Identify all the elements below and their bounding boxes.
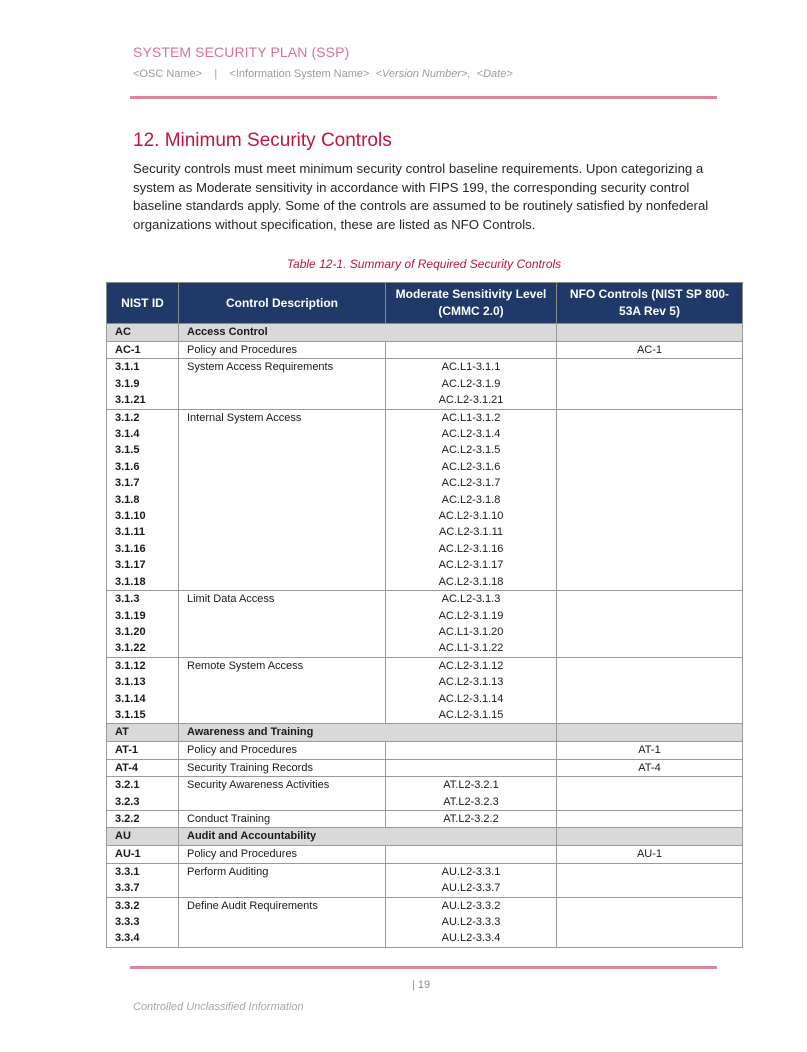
cmmc-control: AU.L2-3.3.1	[441, 865, 501, 878]
page-number-separator: |	[412, 979, 415, 991]
control-description: Remote System Access	[179, 657, 386, 724]
nist-id: 3.1.21	[115, 394, 146, 407]
control-description: System Access Requirements	[179, 359, 386, 409]
control-description: Internal System Access	[179, 409, 386, 590]
cmmc-level-cell	[386, 359, 557, 409]
cmmc-level-cell	[386, 409, 557, 590]
cmmc-level-cell	[386, 810, 557, 827]
cmmc-control: AU.L2-3.3.4	[441, 932, 501, 945]
nist-id: AT-4	[115, 761, 139, 774]
cmmc-control: AC.L2-3.1.5	[441, 444, 501, 457]
nist-id: 3.1.2	[115, 411, 140, 424]
cmmc-control: AT.L2-3.2.1	[443, 779, 499, 792]
nist-id: 3.1.4	[115, 428, 140, 441]
document-header-subtitle	[133, 68, 513, 80]
nist-id-cell	[107, 742, 179, 759]
nist-id: 3.1.8	[115, 493, 140, 506]
control-description: Conduct Training	[179, 810, 386, 827]
nist-id: 3.1.1	[115, 361, 140, 374]
table-row	[107, 846, 743, 863]
version-number: <Version Number>,	[375, 68, 471, 80]
nist-id: 3.3.1	[115, 865, 140, 878]
cmmc-level-cell	[386, 863, 557, 897]
nist-id: 3.1.3	[115, 593, 140, 606]
nfo-control	[557, 863, 743, 897]
table-row	[107, 897, 743, 947]
nist-id: 3.1.17	[115, 559, 146, 572]
nist-id: 3.1.22	[115, 642, 146, 655]
nfo-control	[557, 409, 743, 590]
family-id: AC	[107, 324, 179, 342]
nist-id-cell	[107, 846, 179, 863]
header-separator: |	[214, 68, 218, 80]
nfo-control	[557, 657, 743, 724]
nist-id: 3.1.13	[115, 676, 146, 689]
family-id: AU	[107, 828, 179, 846]
section-title: 12. Minimum Security Controls	[133, 130, 392, 151]
cmmc-control: AC.L2-3.1.18	[438, 575, 504, 588]
control-family-row	[107, 724, 743, 742]
column-header-control-description: Control Description	[179, 283, 386, 324]
table-body	[107, 324, 743, 948]
cmmc-control: AU.L2-3.3.2	[441, 899, 501, 912]
cmmc-control: AC.L1-3.1.22	[438, 642, 504, 655]
nist-id: 3.1.19	[115, 609, 146, 622]
nfo-control	[557, 810, 743, 827]
nfo-control	[557, 897, 743, 947]
nist-id: 3.3.4	[115, 932, 140, 945]
cmmc-control: AC.L2-3.1.7	[441, 477, 501, 490]
table-row	[107, 759, 743, 776]
control-description: Policy and Procedures	[179, 846, 386, 863]
table-row	[107, 863, 743, 897]
family-name: Access Control	[179, 324, 557, 342]
family-name: Audit and Accountability	[179, 828, 557, 846]
footer-divider	[130, 966, 717, 969]
cmmc-control: AU.L2-3.3.3	[441, 916, 501, 928]
nist-id: AT-1	[115, 744, 139, 757]
nist-id: 3.1.18	[115, 575, 146, 588]
cmmc-control: AC.L1-3.1.20	[438, 625, 504, 638]
cmmc-level-cell	[386, 759, 557, 776]
nfo-control	[557, 777, 743, 811]
nist-id: 3.2.3	[115, 795, 140, 808]
table-row	[107, 359, 743, 409]
cmmc-level-cell	[386, 846, 557, 863]
nfo-control: AT-1	[557, 742, 743, 759]
document-date: <Date>	[476, 68, 513, 80]
table-row	[107, 591, 743, 658]
nist-id-cell	[107, 342, 179, 359]
table-row	[107, 777, 743, 811]
nfo-control: AU-1	[557, 846, 743, 863]
cmmc-control: AC.L1-3.1.2	[441, 411, 501, 424]
control-family-row	[107, 828, 743, 846]
cmmc-control: AC.L2-3.1.15	[438, 708, 504, 721]
table-row	[107, 342, 743, 359]
family-nfo-cell	[557, 324, 743, 342]
cmmc-control: AC.L2-3.1.9	[441, 377, 501, 390]
cmmc-control: AC.L2-3.1.14	[438, 692, 504, 705]
nist-id-cell	[107, 359, 179, 409]
nist-id: 3.1.20	[115, 625, 146, 638]
nfo-control	[557, 359, 743, 409]
cmmc-control: AC.L2-3.1.10	[438, 510, 504, 523]
cmmc-control: AT.L2-3.2.3	[443, 795, 499, 808]
nist-id: 3.1.15	[115, 708, 146, 721]
cmmc-control: AT.L2-3.2.2	[443, 812, 499, 825]
nfo-control: AT-4	[557, 759, 743, 776]
nist-id: 3.3.3	[115, 916, 140, 928]
cmmc-control: AC.L1-3.1.1	[441, 361, 501, 374]
cmmc-control: AC.L2-3.1.16	[438, 542, 504, 555]
cmmc-level-cell	[386, 897, 557, 947]
nist-id: 3.1.6	[115, 460, 140, 473]
system-name: <Information System Name>	[229, 68, 370, 80]
nist-id: 3.1.9	[115, 377, 140, 390]
nist-id-cell	[107, 777, 179, 811]
cmmc-control: AC.L2-3.1.17	[438, 559, 504, 572]
cmmc-level-cell	[386, 342, 557, 359]
family-nfo-cell	[557, 828, 743, 846]
classification-label: Controlled Unclassified Information	[133, 1001, 304, 1013]
nist-id: 3.2.1	[115, 779, 140, 792]
cmmc-control: AU.L2-3.3.7	[441, 882, 501, 895]
control-description: Policy and Procedures	[179, 342, 386, 359]
control-description: Define Audit Requirements	[179, 897, 386, 947]
control-description: Security Training Records	[179, 759, 386, 776]
nist-id: 3.1.7	[115, 477, 140, 490]
security-controls-table	[106, 282, 743, 948]
nist-id: 3.1.10	[115, 510, 146, 523]
control-family-row	[107, 324, 743, 342]
table-row	[107, 810, 743, 827]
nist-id: 3.1.16	[115, 542, 146, 555]
nist-id: 3.1.14	[115, 692, 146, 705]
nist-id-cell	[107, 810, 179, 827]
cmmc-level-cell	[386, 591, 557, 658]
nist-id: 3.3.2	[115, 899, 140, 912]
cmmc-control: AC.L2-3.1.3	[441, 593, 501, 606]
nist-id-cell	[107, 897, 179, 947]
nist-id: 3.2.2	[115, 812, 140, 825]
table-header-row	[107, 283, 743, 324]
column-header-nist-id: NIST ID	[107, 283, 179, 324]
family-id: AT	[107, 724, 179, 742]
cmmc-control: AC.L2-3.1.8	[441, 493, 501, 506]
nist-id: 3.1.12	[115, 659, 146, 672]
nist-id: 3.1.5	[115, 444, 140, 457]
nfo-control	[557, 591, 743, 658]
cmmc-control: AC.L2-3.1.6	[441, 460, 501, 473]
nist-id: 3.3.7	[115, 882, 140, 895]
cmmc-control: AC.L2-3.1.21	[438, 394, 504, 407]
nist-id-cell	[107, 863, 179, 897]
nist-id-cell	[107, 591, 179, 658]
nist-id: AU-1	[115, 848, 141, 861]
cmmc-control: AC.L2-3.1.13	[438, 676, 504, 689]
nist-id-cell	[107, 759, 179, 776]
document-header-title: SYSTEM SECURITY PLAN (SSP)	[133, 44, 350, 60]
cmmc-level-cell	[386, 742, 557, 759]
control-description: Limit Data Access	[179, 591, 386, 658]
osc-name: <OSC Name>	[133, 68, 203, 80]
page-number	[412, 979, 430, 991]
nist-id: AC-1	[115, 344, 141, 356]
table-caption: Table 12-1. Summary of Required Security Controls	[286, 257, 562, 271]
family-nfo-cell	[557, 724, 743, 742]
control-description: Security Awareness Activities	[179, 777, 386, 811]
table-row	[107, 742, 743, 759]
family-name: Awareness and Training	[179, 724, 557, 742]
nist-id-cell	[107, 657, 179, 724]
cmmc-control: AC.L2-3.1.12	[438, 659, 504, 672]
cmmc-control: AC.L2-3.1.4	[441, 428, 501, 441]
cmmc-control: AC.L2-3.1.11	[438, 526, 503, 539]
cmmc-control: AC.L2-3.1.19	[438, 609, 504, 622]
cmmc-level-cell	[386, 657, 557, 724]
control-description: Policy and Procedures	[179, 742, 386, 759]
column-header-nfo-controls: NFO Controls (NIST SP 800-53A Rev 5)	[557, 283, 743, 324]
nfo-control: AC-1	[557, 342, 743, 359]
page-number-value: 19	[417, 979, 431, 991]
nist-id-cell	[107, 409, 179, 590]
section-body: Security controls must meet minimum security control baseline requirements. Upon categorizing a system as Moderate sensitivity in accordance with FIPS 199, the corresponding security control baseline standards apply. Some of the controls are assumed to be routinely satisfied by nonfederal organizations without specification, these are listed as NFO Controls.	[133, 161, 709, 232]
nist-id: 3.1.11	[115, 526, 145, 539]
header-divider	[130, 96, 717, 99]
column-header-cmmc-level: Moderate Sensitivity Level (CMMC 2.0)	[386, 283, 557, 324]
cmmc-level-cell	[386, 777, 557, 811]
table-row	[107, 409, 743, 590]
table-row	[107, 657, 743, 724]
control-description: Perform Auditing	[179, 863, 386, 897]
